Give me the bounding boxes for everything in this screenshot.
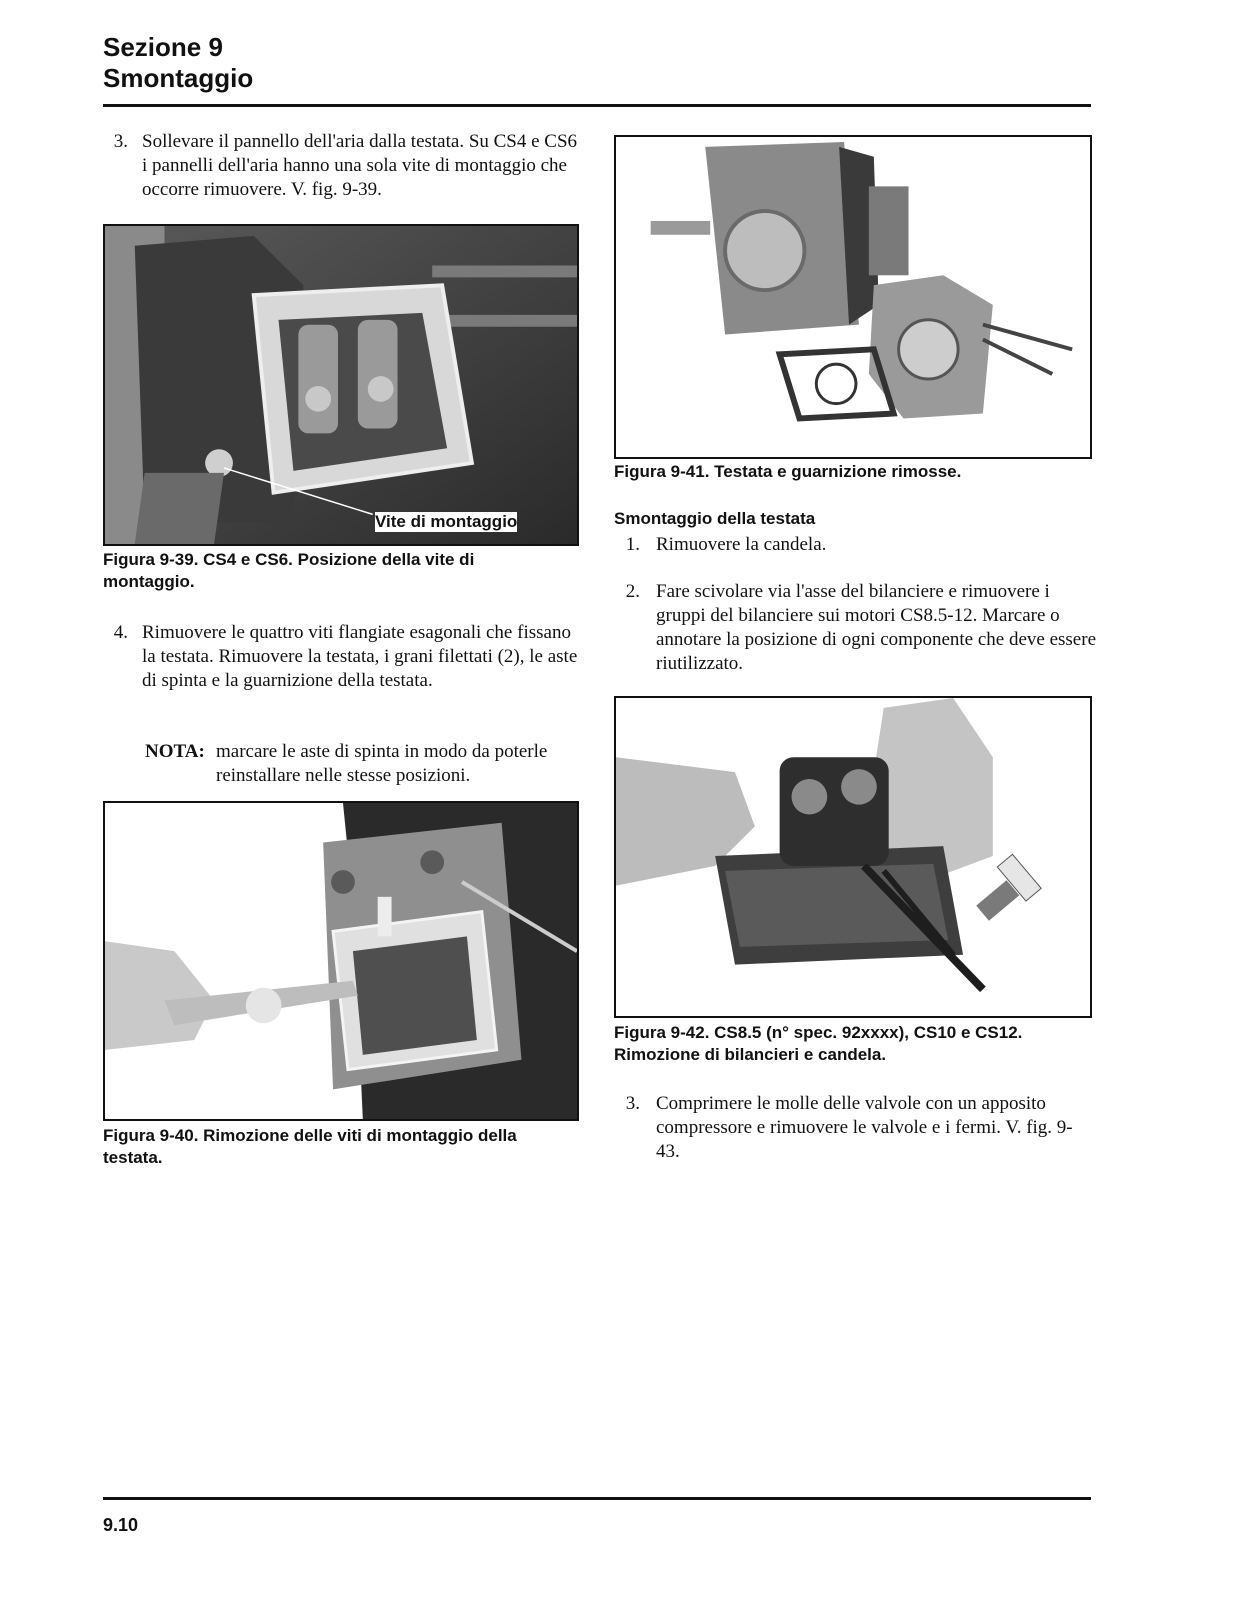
footer-rule	[103, 1497, 1091, 1500]
figure-9-40-caption: Figura 9-40. Rimozione delle viti di montaggio della testata.	[103, 1126, 517, 1167]
removed-head-and-gasket-illustration	[616, 137, 1090, 457]
section-number: Sezione 9	[103, 32, 223, 62]
step-number: 3.	[113, 131, 128, 152]
step-number: 2.	[625, 581, 640, 602]
step-text: Rimuovere le quattro viti flangiate esagonali che fissano la testata. Rimuovere la testata, i grani filettati (2), le aste di spinta e la guarnizione della testata.	[142, 622, 578, 691]
step-text: Comprimere le molle delle valvole con un apposito compressore e rimuovere le valvole e i fermi. V. fig. 9-43.	[656, 1093, 1073, 1162]
section-title: Smontaggio	[103, 63, 254, 93]
figure-9-40-photo	[103, 801, 579, 1121]
step-text: Fare scivolare via l'asse del bilanciere e rimuovere i gruppi del bilanciere sui motori CS8.5-12. Marcare o annotare la posizione di ogni componente che deve essere riutilizzato.	[656, 581, 1096, 674]
rocker-arms-and-spark-plug-illustration	[616, 698, 1090, 1016]
subheading-head-disassembly: Smontaggio della testata	[614, 509, 816, 528]
page-number: 9.10	[103, 1515, 139, 1535]
step-number: 4.	[113, 622, 128, 643]
figure-9-42-photo	[614, 696, 1092, 1018]
step-number: 1.	[625, 534, 640, 555]
figure-9-42-caption: Figura 9-42. CS8.5 (n° spec. 92xxxx), CS10 e CS12. Rimozione di bilancieri e candela.	[614, 1023, 1023, 1064]
figure-9-39-photo	[103, 224, 579, 546]
step-text: Rimuovere la candela.	[656, 534, 827, 555]
header-rule	[103, 104, 1091, 107]
figure-9-41-photo	[614, 135, 1092, 459]
ratchet-removing-screws-illustration	[105, 803, 577, 1119]
note-label: NOTA:	[145, 741, 205, 762]
step-number: 3.	[625, 1093, 640, 1114]
section-heading	[103, 32, 253, 94]
figure-9-39-caption: Figura 9-39. CS4 e CS6. Posizione della vite di montaggio.	[103, 550, 475, 591]
note-text: marcare le aste di spinta in modo da poterle reinstallare nelle stesse posizioni.	[216, 741, 548, 786]
figure-9-39-callout: Vite di montaggio	[375, 512, 518, 531]
figure-9-41-caption: Figura 9-41. Testata e guarnizione rimosse.	[614, 462, 962, 481]
step-text: Sollevare il pannello dell'aria dalla testata. Su CS4 e CS6 i pannelli dell'aria hanno una sola vite di montaggio che occorre rimuovere. V. fig. 9-39.	[142, 131, 578, 200]
engine-valve-cover-illustration	[105, 226, 577, 544]
